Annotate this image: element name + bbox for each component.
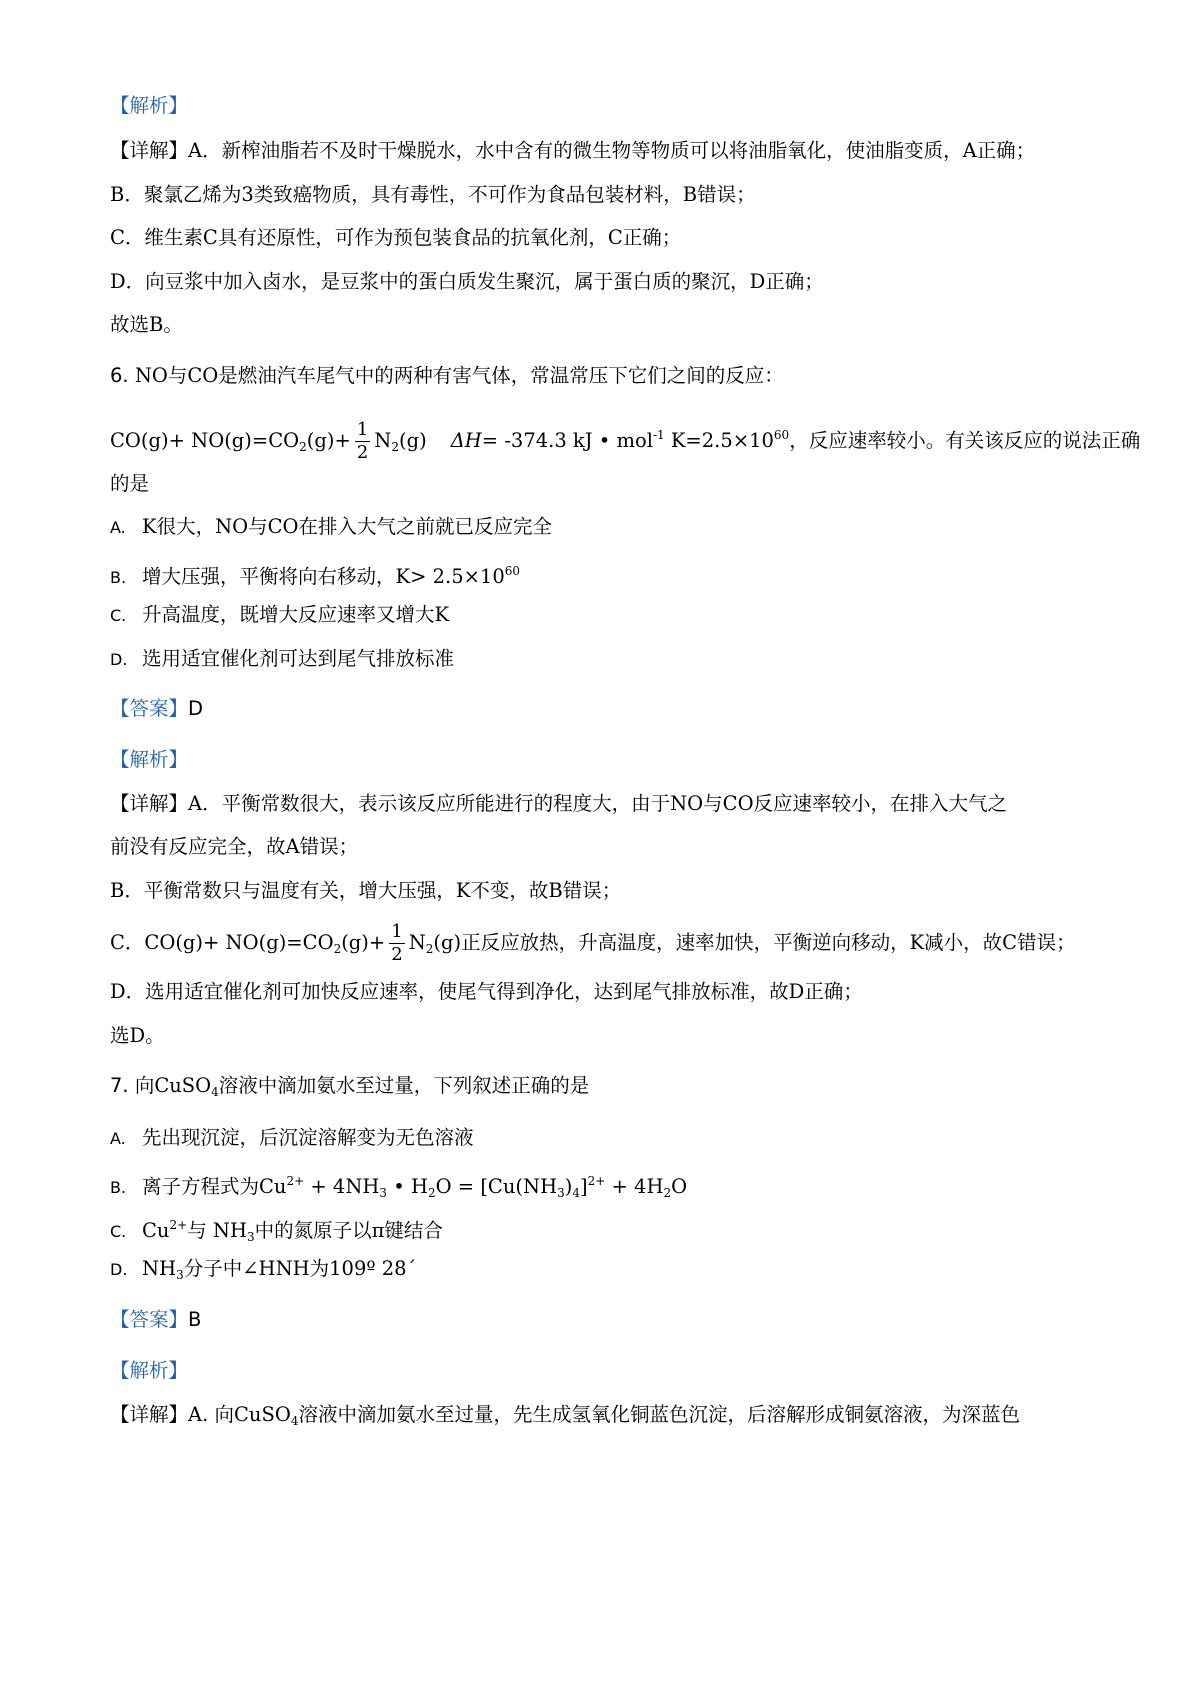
q7-option-b-sub5: 2 xyxy=(663,1186,672,1200)
q6-option-c xyxy=(110,601,449,630)
q6-explain-c-fraction xyxy=(389,921,404,966)
q6-delta-val: = -374.3 kJ • mol xyxy=(481,429,653,452)
q6-explain-a1 xyxy=(110,790,1007,818)
q7-option-b-mid2: • H xyxy=(387,1175,428,1198)
q6-option-b xyxy=(110,557,520,592)
q6-option-c-text: 升高温度，既增大反应速率又增大K xyxy=(142,603,450,626)
q6-explain-c-pre: C．CO(g)+ NO(g)=CO xyxy=(110,931,334,954)
q6-stem-text: NO与CO是燃油汽车尾气中的两种有害气体，常温常压下它们之间的反应： xyxy=(134,364,784,387)
q5-explain-c: C．维生素C具有还原性，可作为预包装食品的抗氧化剂，C正确； xyxy=(110,226,682,249)
q7-stem-post: 溶液中滴加氨水至过量，下列叙述正确的是 xyxy=(218,1074,590,1097)
q6-option-d-text: 选用适宜催化剂可达到尾气排放标准 xyxy=(142,647,455,670)
q5-jiexi-tag: 【解析】 xyxy=(110,94,189,117)
q5-conclusion: 故选B。 xyxy=(110,313,183,336)
q6-delta-sup: -1 xyxy=(652,428,665,442)
q6-explain-c-n: N xyxy=(408,931,426,954)
q6-option-b-text: 增大压强，平衡将向右移动，K> 2.5×10 xyxy=(142,565,505,588)
q7-option-b-sub1: 3 xyxy=(379,1186,388,1200)
q6-frac-num: 1 xyxy=(356,419,369,440)
q7-option-b-end: O xyxy=(671,1175,688,1198)
q6-option-d-letter: D. xyxy=(110,650,128,669)
q6-jiexi-tag: 【解析】 xyxy=(110,748,189,771)
q7-answer-value: B xyxy=(188,1308,202,1331)
q7-option-b-sub4: 4 xyxy=(572,1186,580,1200)
q7-explain-a-post: 溶液中滴加氨水至过量，先生成氢氧化铜蓝色沉淀，后溶解形成铜氨溶液，为深蓝色 xyxy=(298,1403,1020,1426)
q7-option-a xyxy=(110,1124,474,1153)
q7-number: 7. xyxy=(110,1074,129,1097)
q5-explain-d: D．向豆浆中加入卤水，是豆浆中的蛋白质发生聚沉，属于蛋白质的聚沉，D正确； xyxy=(110,270,824,293)
q7-answer xyxy=(110,1306,201,1334)
q6-jiexi-line xyxy=(110,746,188,774)
q7-option-d-pre: NH xyxy=(142,1257,177,1280)
q6-eq-mid: (g)+ xyxy=(306,429,351,452)
q6-option-b-letter: B. xyxy=(110,568,127,587)
q5-explain-a xyxy=(110,137,1035,165)
q6-conclusion: 选D。 xyxy=(110,1024,165,1047)
q5-xiangjie-tag: 【详解】 xyxy=(110,139,189,162)
q5-explain-a-text: A．新榨油脂若不及时干燥脱水，水中含有的微生物等物质可以将油脂氧化，使油脂变质，A正确； xyxy=(188,139,1036,162)
q7-option-c xyxy=(110,1211,443,1251)
q6-option-d xyxy=(110,645,454,674)
q7-option-c-sup: 2+ xyxy=(169,1218,188,1232)
q7-explain-a-sub: 4 xyxy=(290,1414,299,1428)
q6-eq-fraction xyxy=(355,419,370,464)
q6-explain-c xyxy=(110,918,1076,968)
q6-option-a xyxy=(110,513,552,542)
q6-explain-d: D．选用适宜催化剂可加快反应速率，使尾气得到净化，达到尾气排放标准，故D正确； xyxy=(110,980,863,1003)
q6-eq-sub: 2 xyxy=(299,440,307,454)
q6-explain-c-sub: 2 xyxy=(333,942,342,956)
q6-explain-c-mid: (g)+ xyxy=(341,931,386,954)
q6-eq-n2: N xyxy=(374,429,392,452)
q6-k-sup: 60 xyxy=(773,428,790,442)
q6-explain-c-frac-den: 2 xyxy=(391,944,403,965)
q7-answer-tag: 【答案】 xyxy=(110,1308,189,1331)
q7-xiangjie-tag: 【详解】 xyxy=(110,1403,189,1426)
q6-eq-n2-sub: 2 xyxy=(391,440,399,454)
q7-jiexi-tag: 【解析】 xyxy=(110,1359,189,1382)
q6-delta-h: ΔH xyxy=(450,429,482,452)
q7-option-b xyxy=(110,1167,687,1207)
q7-option-a-text: 先出现沉淀，后沉淀溶解变为无色溶液 xyxy=(142,1126,474,1149)
q7-option-d-sub: 3 xyxy=(176,1268,184,1282)
q6-xiangjie-tag: 【详解】 xyxy=(110,792,189,815)
q6-explain-a2: 前没有反应完全，故A错误； xyxy=(110,835,359,858)
q6-option-a-text: K很大，NO与CO在排入大气之前就已反应完全 xyxy=(142,515,553,538)
q6-stem-end: 的是 xyxy=(110,472,150,495)
q7-option-b-sub3: 3 xyxy=(557,1186,565,1200)
q7-option-d-letter: D. xyxy=(110,1260,128,1279)
q7-option-b-letter: B. xyxy=(110,1178,127,1197)
q6-answer xyxy=(110,695,203,723)
q5-explain-b: B．聚氯乙烯为3类致癌物质，具有毒性，不可作为食品包装材料，B错误； xyxy=(110,183,756,206)
q7-option-b-mid5: ] xyxy=(579,1175,588,1198)
q6-answer-value: D xyxy=(188,697,204,720)
q6-eq-n2-g: (g) xyxy=(398,429,427,452)
q7-option-c-sub: 3 xyxy=(246,1230,255,1244)
q7-option-c-pre: Cu xyxy=(142,1219,170,1242)
q7-option-b-mid6: + 4H xyxy=(605,1175,664,1198)
q6-number: 6. xyxy=(110,364,129,387)
q6-explain-b: B．平衡常数只与温度有关，增大压强，K不变，故B错误； xyxy=(110,879,622,902)
q7-stem-sub: 4 xyxy=(211,1085,219,1099)
q6-option-a-letter: A. xyxy=(110,518,126,537)
q7-option-c-end: 中的氮原子以π键结合 xyxy=(254,1219,443,1242)
q6-explain-c-tail: (g)正反应放热，升高温度，速率加快，平衡逆向移动，K减小，故C错误； xyxy=(433,931,1076,954)
q6-option-c-letter: C. xyxy=(110,606,127,625)
q6-k-text: K=2.5×10 xyxy=(664,429,774,452)
q7-explain-a xyxy=(110,1401,1020,1435)
q6-explain-c-frac-num: 1 xyxy=(391,921,403,942)
q6-equation xyxy=(110,410,1141,463)
q7-option-d xyxy=(110,1255,416,1289)
q7-stem xyxy=(110,1072,589,1106)
q7-explain-a-pre: A. 向CuSO xyxy=(188,1403,291,1426)
q6-frac-den: 2 xyxy=(356,442,369,463)
q7-jiexi-line xyxy=(110,1357,188,1385)
q7-option-b-mid4: ) xyxy=(564,1175,573,1198)
q7-option-b-pre: 离子方程式为Cu xyxy=(142,1175,287,1198)
q5-jiexi-line xyxy=(110,92,188,120)
q6-eq-left: CO(g)+ NO(g)=CO xyxy=(110,429,300,452)
q7-option-b-mid1: + 4NH xyxy=(304,1175,380,1198)
q6-option-b-sup: 60 xyxy=(504,564,521,578)
q7-option-a-letter: A. xyxy=(110,1129,126,1148)
q7-option-b-mid3: O = [Cu(NH xyxy=(435,1175,558,1198)
q6-stem xyxy=(110,362,784,390)
q7-option-c-mid: 与 NH xyxy=(187,1219,247,1242)
q7-option-b-sub2: 2 xyxy=(427,1186,436,1200)
q7-stem-pre: 向CuSO xyxy=(134,1074,212,1097)
q7-option-b-sup1: 2+ xyxy=(286,1174,305,1188)
q7-option-d-end: 分子中∠HNH为109º 28´ xyxy=(183,1257,417,1280)
q6-explain-c-n-sub: 2 xyxy=(425,942,434,956)
q7-option-b-sup2: 2+ xyxy=(587,1174,606,1188)
q6-explain-a1-text: A．平衡常数很大，表示该反应所能进行的程度大，由于NO与CO反应速率较小，在排入大气之 xyxy=(188,792,1008,815)
q6-answer-tag: 【答案】 xyxy=(110,697,189,720)
q7-option-c-letter: C. xyxy=(110,1222,127,1241)
q6-eq-tail: ，反应速率较小。有关该反应的说法正确 xyxy=(789,429,1141,452)
